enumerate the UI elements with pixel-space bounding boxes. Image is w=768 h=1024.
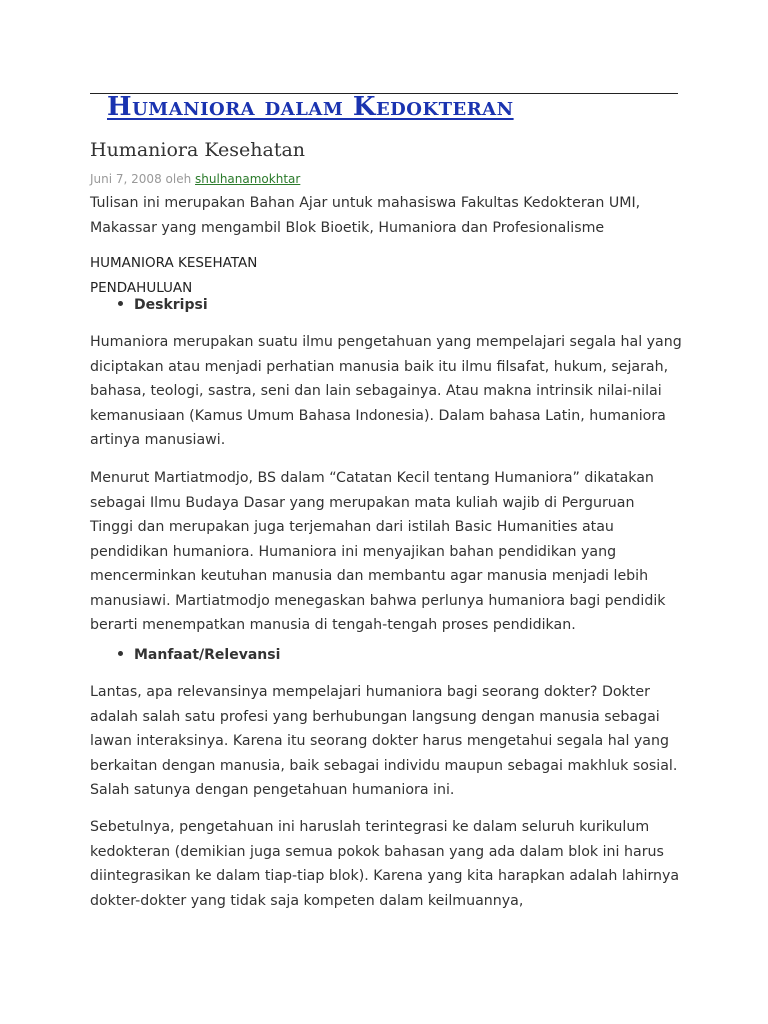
paragraph-3: Lantas, apa relevansinya mempelajari humaniora bagi seorang dokter? Dokter adalah salah satu profesi yang berhubungan langsung dengan manusia sebagai lawan interaksinya. Karena itu seorang dokter harus mengetahui segala hal yang berkaitan dengan manusia, baik sebagai individu maupun sebagai makhluk sosial. Salah satunya dengan pengetahuan humaniora ini. [90, 684, 678, 798]
bullet-dot-icon [118, 301, 123, 306]
author-link[interactable]: shulhanamokhtar [195, 172, 301, 186]
paragraph-2: Menurut Martiatmodjo, BS dalam “Catatan Kecil tentang Humaniora” dikatakan sebagai Ilmu Budaya Dasar yang merupakan mata kuliah wajib di Perguruan Tinggi dan merupakan juga terjemahan dari istilah Basic Humanities atau pendidikan humaniora. Humaniora ini menyajikan bahan pendidikan yang mencerminkan keutuhan manusia dan membantu agar manusia menjadi lebih manusiawi. Martiatmodjo menegaskan bahwa perlunya humaniora bagi pendidik berarti menempatkan manusia di tengah-tengah proses pendidikan. [90, 470, 666, 633]
subsection-heading: PENDAHULUAN [90, 280, 193, 296]
post-title: Humaniora Kesehatan [90, 139, 306, 161]
bullet-label: Manfaat/Relevansi [134, 647, 281, 663]
bullet-deskripsi [118, 297, 208, 313]
section-heading: HUMANIORA KESEHATAN [90, 255, 258, 271]
by-word: oleh [165, 172, 192, 186]
bullet-label: Deskripsi [134, 297, 208, 313]
blog-title-link[interactable]: Humaniora dalam Kedokteran [107, 92, 514, 122]
intro-paragraph: Tulisan ini merupakan Bahan Ajar untuk mahasiswa Fakultas Kedokteran UMI, Makassar yang mengambil Blok Bioetik, Humaniora dan Profesionalisme [90, 195, 641, 236]
post-meta [90, 172, 300, 186]
bullet-dot-icon [118, 651, 123, 656]
post-date: Juni 7, 2008 [90, 172, 162, 186]
paragraph-4: Sebetulnya, pengetahuan ini haruslah terintegrasi ke dalam seluruh kurikulum kedokteran (demikian juga semua pokok bahasan yang ada dalam blok ini harus diintegrasikan ke dalam tiap-tiap blok). Karena yang kita harapkan adalah lahirnya dokter-dokter yang tidak saja kompeten dalam keilmuannya, [90, 819, 680, 909]
bullet-manfaat [118, 647, 280, 663]
paragraph-1: Humaniora merupakan suatu ilmu pengetahuan yang mempelajari segala hal yang diciptakan atau menjadi perhatian manusia baik itu ilmu filsafat, hukum, sejarah, bahasa, teologi, sastra, seni dan lain sebagainya. Atau makna intrinsik nilai-nilai kemanusiaan (Kamus Umum Bahasa Indonesia). Dalam bahasa Latin, humaniora artinya manusiawi. [90, 334, 682, 448]
